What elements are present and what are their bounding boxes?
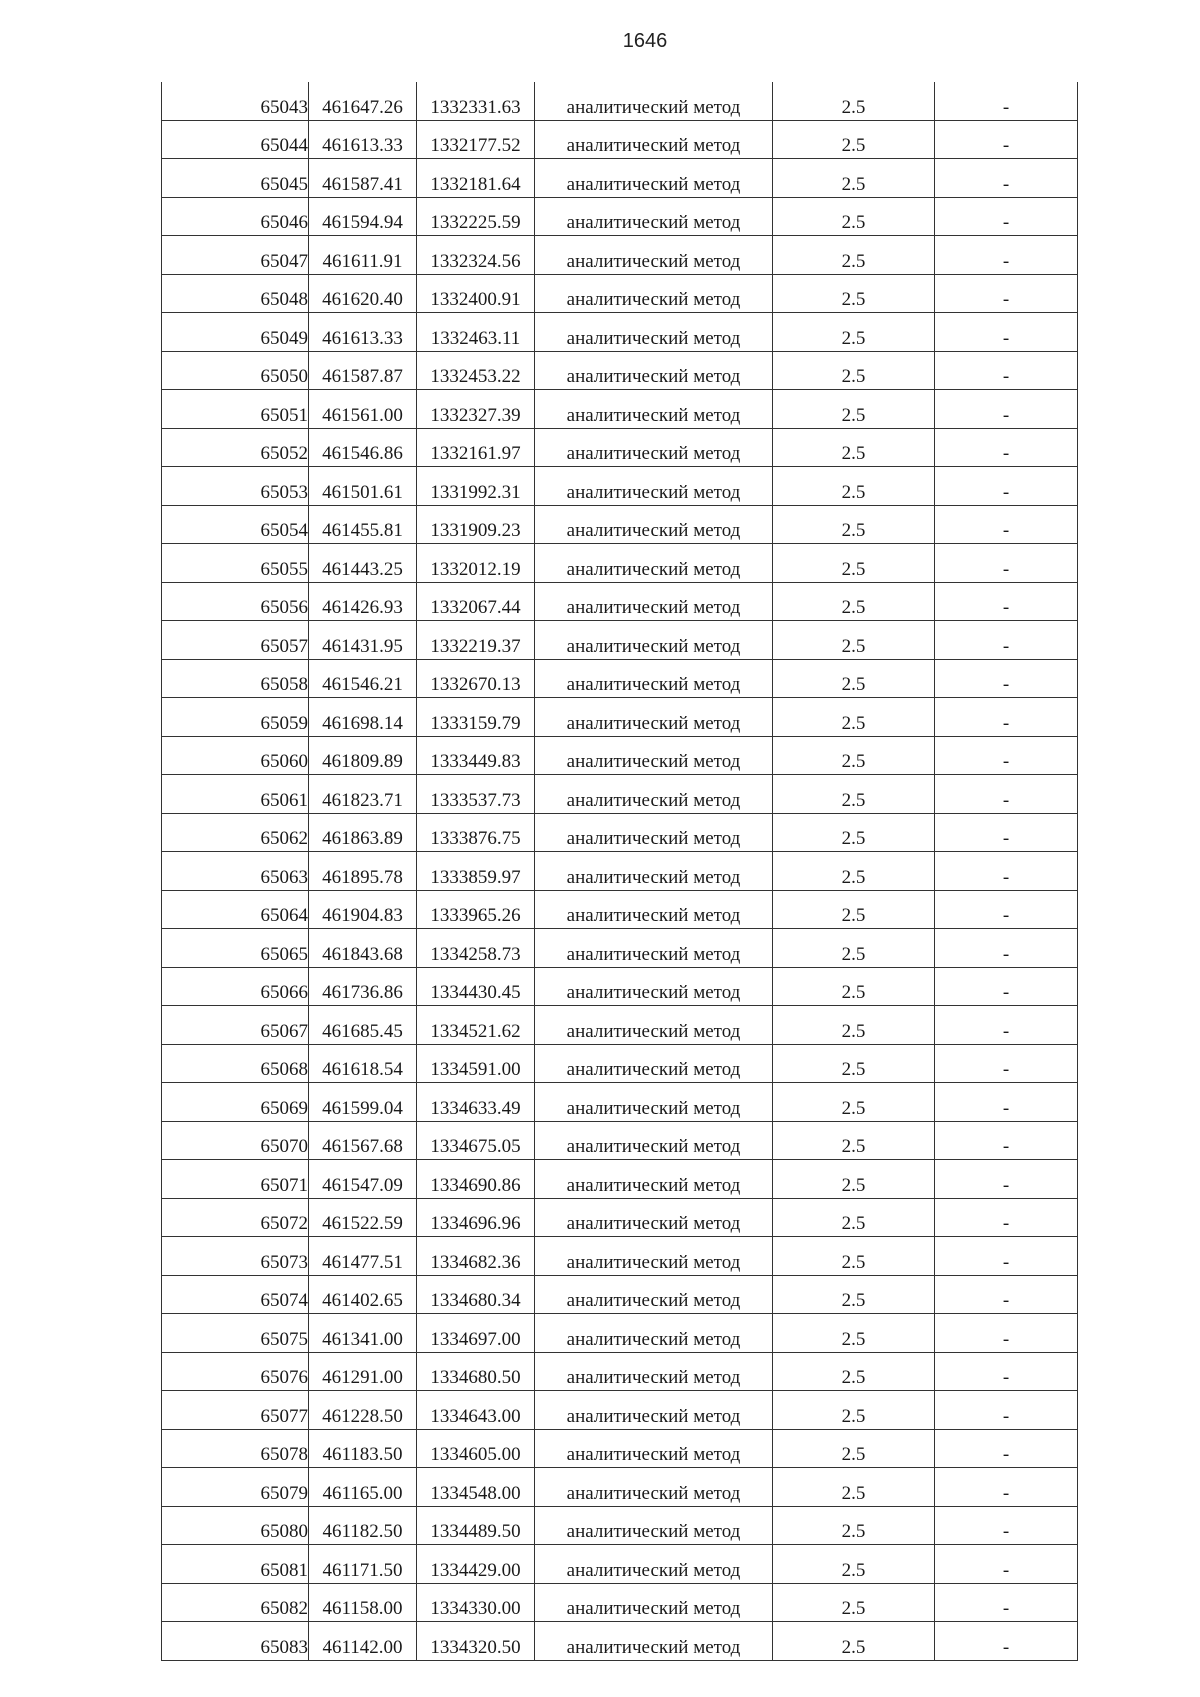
y-coordinate-cell: 1332225.59: [417, 197, 535, 236]
accuracy-cell: 2.5: [773, 390, 935, 429]
y-coordinate-cell: 1334320.50: [417, 1622, 535, 1661]
x-coordinate-cell: 461477.51: [309, 1237, 417, 1276]
method-cell: аналитический метод: [535, 1237, 773, 1276]
point-number-cell: 65072: [162, 1198, 309, 1237]
y-coordinate-cell: 1334696.96: [417, 1198, 535, 1237]
table-row: [162, 197, 1078, 236]
note-cell: -: [935, 197, 1078, 236]
note-cell: -: [935, 505, 1078, 544]
method-cell: аналитический метод: [535, 813, 773, 852]
method-cell: аналитический метод: [535, 1622, 773, 1661]
table-row: [162, 313, 1078, 352]
table-row: [162, 1429, 1078, 1468]
method-cell: аналитический метод: [535, 1506, 773, 1545]
point-number-cell: 65082: [162, 1583, 309, 1622]
point-number-cell: 65077: [162, 1391, 309, 1430]
method-cell: аналитический метод: [535, 159, 773, 198]
note-cell: -: [935, 1429, 1078, 1468]
note-cell: -: [935, 1352, 1078, 1391]
point-number-cell: 65043: [162, 82, 309, 120]
table-row: [162, 390, 1078, 429]
method-cell: аналитический метод: [535, 1006, 773, 1045]
point-number-cell: 65063: [162, 852, 309, 891]
point-number-cell: 65048: [162, 274, 309, 313]
method-cell: аналитический метод: [535, 1198, 773, 1237]
accuracy-cell: 2.5: [773, 505, 935, 544]
y-coordinate-cell: 1332012.19: [417, 544, 535, 583]
y-coordinate-cell: 1334605.00: [417, 1429, 535, 1468]
x-coordinate-cell: 461171.50: [309, 1545, 417, 1584]
note-cell: -: [935, 390, 1078, 429]
x-coordinate-cell: 461904.83: [309, 890, 417, 929]
point-number-cell: 65062: [162, 813, 309, 852]
x-coordinate-cell: 461547.09: [309, 1160, 417, 1199]
point-number-cell: 65051: [162, 390, 309, 429]
accuracy-cell: 2.5: [773, 313, 935, 352]
method-cell: аналитический метод: [535, 1121, 773, 1160]
y-coordinate-cell: 1334548.00: [417, 1468, 535, 1507]
x-coordinate-cell: 461620.40: [309, 274, 417, 313]
x-coordinate-cell: 461587.41: [309, 159, 417, 198]
accuracy-cell: 2.5: [773, 1545, 935, 1584]
note-cell: -: [935, 1583, 1078, 1622]
coordinates-table: [161, 82, 1078, 1661]
accuracy-cell: 2.5: [773, 428, 935, 467]
method-cell: аналитический метод: [535, 1352, 773, 1391]
y-coordinate-cell: 1333159.79: [417, 698, 535, 737]
note-cell: -: [935, 351, 1078, 390]
point-number-cell: 65069: [162, 1083, 309, 1122]
note-cell: -: [935, 890, 1078, 929]
point-number-cell: 65055: [162, 544, 309, 583]
note-cell: -: [935, 1044, 1078, 1083]
table-row: [162, 621, 1078, 660]
y-coordinate-cell: 1334680.34: [417, 1275, 535, 1314]
accuracy-cell: 2.5: [773, 1506, 935, 1545]
method-cell: аналитический метод: [535, 1545, 773, 1584]
point-number-cell: 65076: [162, 1352, 309, 1391]
x-coordinate-cell: 461594.94: [309, 197, 417, 236]
x-coordinate-cell: 461587.87: [309, 351, 417, 390]
y-coordinate-cell: 1334643.00: [417, 1391, 535, 1430]
y-coordinate-cell: 1334697.00: [417, 1314, 535, 1353]
note-cell: -: [935, 967, 1078, 1006]
note-cell: -: [935, 929, 1078, 968]
x-coordinate-cell: 461843.68: [309, 929, 417, 968]
point-number-cell: 65056: [162, 582, 309, 621]
table-row: [162, 1391, 1078, 1430]
note-cell: -: [935, 659, 1078, 698]
accuracy-cell: 2.5: [773, 351, 935, 390]
note-cell: -: [935, 274, 1078, 313]
accuracy-cell: 2.5: [773, 274, 935, 313]
x-coordinate-cell: 461823.71: [309, 775, 417, 814]
table-row: [162, 467, 1078, 506]
note-cell: -: [935, 82, 1078, 120]
x-coordinate-cell: 461546.86: [309, 428, 417, 467]
accuracy-cell: 2.5: [773, 1352, 935, 1391]
method-cell: аналитический метод: [535, 1314, 773, 1353]
y-coordinate-cell: 1333537.73: [417, 775, 535, 814]
point-number-cell: 65070: [162, 1121, 309, 1160]
table-row: [162, 82, 1078, 120]
method-cell: аналитический метод: [535, 736, 773, 775]
method-cell: аналитический метод: [535, 1391, 773, 1430]
y-coordinate-cell: 1333859.97: [417, 852, 535, 891]
accuracy-cell: 2.5: [773, 659, 935, 698]
method-cell: аналитический метод: [535, 351, 773, 390]
accuracy-cell: 2.5: [773, 236, 935, 275]
y-coordinate-cell: 1333876.75: [417, 813, 535, 852]
note-cell: -: [935, 120, 1078, 159]
note-cell: -: [935, 1622, 1078, 1661]
method-cell: аналитический метод: [535, 582, 773, 621]
method-cell: аналитический метод: [535, 274, 773, 313]
accuracy-cell: 2.5: [773, 698, 935, 737]
table-row: [162, 698, 1078, 737]
point-number-cell: 65045: [162, 159, 309, 198]
point-number-cell: 65079: [162, 1468, 309, 1507]
table-row: [162, 1468, 1078, 1507]
y-coordinate-cell: 1334430.45: [417, 967, 535, 1006]
accuracy-cell: 2.5: [773, 1044, 935, 1083]
method-cell: аналитический метод: [535, 82, 773, 120]
method-cell: аналитический метод: [535, 313, 773, 352]
x-coordinate-cell: 461736.86: [309, 967, 417, 1006]
y-coordinate-cell: 1333965.26: [417, 890, 535, 929]
x-coordinate-cell: 461431.95: [309, 621, 417, 660]
accuracy-cell: 2.5: [773, 82, 935, 120]
table-row: [162, 544, 1078, 583]
note-cell: -: [935, 582, 1078, 621]
note-cell: -: [935, 775, 1078, 814]
note-cell: -: [935, 1237, 1078, 1276]
y-coordinate-cell: 1332327.39: [417, 390, 535, 429]
point-number-cell: 65075: [162, 1314, 309, 1353]
y-coordinate-cell: 1334682.36: [417, 1237, 535, 1276]
y-coordinate-cell: 1334680.50: [417, 1352, 535, 1391]
note-cell: -: [935, 1275, 1078, 1314]
note-cell: -: [935, 1160, 1078, 1199]
accuracy-cell: 2.5: [773, 1583, 935, 1622]
point-number-cell: 65060: [162, 736, 309, 775]
accuracy-cell: 2.5: [773, 736, 935, 775]
accuracy-cell: 2.5: [773, 775, 935, 814]
y-coordinate-cell: 1332177.52: [417, 120, 535, 159]
method-cell: аналитический метод: [535, 197, 773, 236]
accuracy-cell: 2.5: [773, 1237, 935, 1276]
table-row: [162, 351, 1078, 390]
y-coordinate-cell: 1332670.13: [417, 659, 535, 698]
table-row: [162, 428, 1078, 467]
y-coordinate-cell: 1334521.62: [417, 1006, 535, 1045]
note-cell: -: [935, 1391, 1078, 1430]
y-coordinate-cell: 1331909.23: [417, 505, 535, 544]
accuracy-cell: 2.5: [773, 1468, 935, 1507]
point-number-cell: 65064: [162, 890, 309, 929]
note-cell: -: [935, 698, 1078, 737]
accuracy-cell: 2.5: [773, 967, 935, 1006]
accuracy-cell: 2.5: [773, 890, 935, 929]
x-coordinate-cell: 461341.00: [309, 1314, 417, 1353]
note-cell: -: [935, 813, 1078, 852]
accuracy-cell: 2.5: [773, 1083, 935, 1122]
accuracy-cell: 2.5: [773, 813, 935, 852]
accuracy-cell: 2.5: [773, 1314, 935, 1353]
y-coordinate-cell: 1334591.00: [417, 1044, 535, 1083]
note-cell: -: [935, 1314, 1078, 1353]
point-number-cell: 65057: [162, 621, 309, 660]
point-number-cell: 65049: [162, 313, 309, 352]
point-number-cell: 65054: [162, 505, 309, 544]
page-number: 1646: [622, 30, 668, 52]
point-number-cell: 65059: [162, 698, 309, 737]
x-coordinate-cell: 461895.78: [309, 852, 417, 891]
x-coordinate-cell: 461611.91: [309, 236, 417, 275]
point-number-cell: 65052: [162, 428, 309, 467]
accuracy-cell: 2.5: [773, 1275, 935, 1314]
accuracy-cell: 2.5: [773, 1622, 935, 1661]
x-coordinate-cell: 461142.00: [309, 1622, 417, 1661]
method-cell: аналитический метод: [535, 929, 773, 968]
note-cell: -: [935, 1083, 1078, 1122]
method-cell: аналитический метод: [535, 621, 773, 660]
table-row: [162, 736, 1078, 775]
x-coordinate-cell: 461809.89: [309, 736, 417, 775]
method-cell: аналитический метод: [535, 890, 773, 929]
y-coordinate-cell: 1332161.97: [417, 428, 535, 467]
method-cell: аналитический метод: [535, 467, 773, 506]
note-cell: -: [935, 1006, 1078, 1045]
table-row: [162, 1275, 1078, 1314]
x-coordinate-cell: 461698.14: [309, 698, 417, 737]
note-cell: -: [935, 313, 1078, 352]
table-row: [162, 813, 1078, 852]
x-coordinate-cell: 461158.00: [309, 1583, 417, 1622]
table-row: [162, 1352, 1078, 1391]
table-row: [162, 120, 1078, 159]
accuracy-cell: 2.5: [773, 582, 935, 621]
x-coordinate-cell: 461183.50: [309, 1429, 417, 1468]
point-number-cell: 65067: [162, 1006, 309, 1045]
method-cell: аналитический метод: [535, 1583, 773, 1622]
table-row: [162, 890, 1078, 929]
note-cell: -: [935, 1545, 1078, 1584]
point-number-cell: 65053: [162, 467, 309, 506]
table-row: [162, 852, 1078, 891]
note-cell: -: [935, 236, 1078, 275]
y-coordinate-cell: 1332219.37: [417, 621, 535, 660]
y-coordinate-cell: 1334690.86: [417, 1160, 535, 1199]
note-cell: -: [935, 159, 1078, 198]
note-cell: -: [935, 467, 1078, 506]
x-coordinate-cell: 461291.00: [309, 1352, 417, 1391]
point-number-cell: 65068: [162, 1044, 309, 1083]
table-row: [162, 582, 1078, 621]
method-cell: аналитический метод: [535, 1429, 773, 1468]
point-number-cell: 65065: [162, 929, 309, 968]
x-coordinate-cell: 461455.81: [309, 505, 417, 544]
method-cell: аналитический метод: [535, 698, 773, 737]
table-row: [162, 274, 1078, 313]
accuracy-cell: 2.5: [773, 467, 935, 506]
note-cell: -: [935, 736, 1078, 775]
table-row: [162, 1237, 1078, 1276]
table-row: [162, 1044, 1078, 1083]
x-coordinate-cell: 461863.89: [309, 813, 417, 852]
x-coordinate-cell: 461402.65: [309, 1275, 417, 1314]
y-coordinate-cell: 1332400.91: [417, 274, 535, 313]
x-coordinate-cell: 461613.33: [309, 120, 417, 159]
point-number-cell: 65074: [162, 1275, 309, 1314]
y-coordinate-cell: 1331992.31: [417, 467, 535, 506]
table-row: [162, 159, 1078, 198]
x-coordinate-cell: 461613.33: [309, 313, 417, 352]
method-cell: аналитический метод: [535, 120, 773, 159]
note-cell: -: [935, 621, 1078, 660]
table-row: [162, 967, 1078, 1006]
table-row: [162, 775, 1078, 814]
x-coordinate-cell: 461165.00: [309, 1468, 417, 1507]
point-number-cell: 65044: [162, 120, 309, 159]
method-cell: аналитический метод: [535, 1468, 773, 1507]
table-row: [162, 1083, 1078, 1122]
y-coordinate-cell: 1334675.05: [417, 1121, 535, 1160]
note-cell: -: [935, 1506, 1078, 1545]
y-coordinate-cell: 1332463.11: [417, 313, 535, 352]
table-row: [162, 1160, 1078, 1199]
table-row: [162, 1622, 1078, 1661]
x-coordinate-cell: 461567.68: [309, 1121, 417, 1160]
table-row: [162, 236, 1078, 275]
x-coordinate-cell: 461685.45: [309, 1006, 417, 1045]
note-cell: -: [935, 428, 1078, 467]
method-cell: аналитический метод: [535, 967, 773, 1006]
table-row: [162, 1006, 1078, 1045]
note-cell: -: [935, 1121, 1078, 1160]
accuracy-cell: 2.5: [773, 1006, 935, 1045]
note-cell: -: [935, 1198, 1078, 1237]
accuracy-cell: 2.5: [773, 197, 935, 236]
method-cell: аналитический метод: [535, 1083, 773, 1122]
x-coordinate-cell: 461182.50: [309, 1506, 417, 1545]
y-coordinate-cell: 1333449.83: [417, 736, 535, 775]
method-cell: аналитический метод: [535, 505, 773, 544]
x-coordinate-cell: 461647.26: [309, 82, 417, 120]
method-cell: аналитический метод: [535, 428, 773, 467]
point-number-cell: 65073: [162, 1237, 309, 1276]
table-row: [162, 1314, 1078, 1353]
accuracy-cell: 2.5: [773, 1198, 935, 1237]
x-coordinate-cell: 461228.50: [309, 1391, 417, 1430]
y-coordinate-cell: 1334258.73: [417, 929, 535, 968]
x-coordinate-cell: 461546.21: [309, 659, 417, 698]
y-coordinate-cell: 1332324.56: [417, 236, 535, 275]
point-number-cell: 65081: [162, 1545, 309, 1584]
accuracy-cell: 2.5: [773, 159, 935, 198]
accuracy-cell: 2.5: [773, 1391, 935, 1430]
y-coordinate-cell: 1334489.50: [417, 1506, 535, 1545]
x-coordinate-cell: 461501.61: [309, 467, 417, 506]
table-row: [162, 659, 1078, 698]
point-number-cell: 65083: [162, 1622, 309, 1661]
point-number-cell: 65078: [162, 1429, 309, 1468]
method-cell: аналитический метод: [535, 852, 773, 891]
coordinates-table-body: [162, 82, 1078, 1660]
y-coordinate-cell: 1334429.00: [417, 1545, 535, 1584]
note-cell: -: [935, 544, 1078, 583]
x-coordinate-cell: 461443.25: [309, 544, 417, 583]
method-cell: аналитический метод: [535, 544, 773, 583]
x-coordinate-cell: 461618.54: [309, 1044, 417, 1083]
point-number-cell: 65047: [162, 236, 309, 275]
point-number-cell: 65046: [162, 197, 309, 236]
point-number-cell: 65058: [162, 659, 309, 698]
table-row: [162, 1583, 1078, 1622]
table-row: [162, 1121, 1078, 1160]
y-coordinate-cell: 1334330.00: [417, 1583, 535, 1622]
accuracy-cell: 2.5: [773, 852, 935, 891]
point-number-cell: 65080: [162, 1506, 309, 1545]
table-row: [162, 505, 1078, 544]
method-cell: аналитический метод: [535, 775, 773, 814]
table-row: [162, 929, 1078, 968]
y-coordinate-cell: 1332453.22: [417, 351, 535, 390]
accuracy-cell: 2.5: [773, 621, 935, 660]
method-cell: аналитический метод: [535, 1275, 773, 1314]
y-coordinate-cell: 1332067.44: [417, 582, 535, 621]
method-cell: аналитический метод: [535, 1044, 773, 1083]
method-cell: аналитический метод: [535, 1160, 773, 1199]
accuracy-cell: 2.5: [773, 929, 935, 968]
accuracy-cell: 2.5: [773, 1429, 935, 1468]
accuracy-cell: 2.5: [773, 1121, 935, 1160]
table-row: [162, 1545, 1078, 1584]
method-cell: аналитический метод: [535, 659, 773, 698]
y-coordinate-cell: 1334633.49: [417, 1083, 535, 1122]
x-coordinate-cell: 461561.00: [309, 390, 417, 429]
method-cell: аналитический метод: [535, 236, 773, 275]
point-number-cell: 65061: [162, 775, 309, 814]
note-cell: -: [935, 852, 1078, 891]
point-number-cell: 65071: [162, 1160, 309, 1199]
x-coordinate-cell: 461426.93: [309, 582, 417, 621]
x-coordinate-cell: 461599.04: [309, 1083, 417, 1122]
table-row: [162, 1506, 1078, 1545]
x-coordinate-cell: 461522.59: [309, 1198, 417, 1237]
point-number-cell: 65050: [162, 351, 309, 390]
method-cell: аналитический метод: [535, 390, 773, 429]
point-number-cell: 65066: [162, 967, 309, 1006]
note-cell: -: [935, 1468, 1078, 1507]
accuracy-cell: 2.5: [773, 544, 935, 583]
y-coordinate-cell: 1332331.63: [417, 82, 535, 120]
accuracy-cell: 2.5: [773, 120, 935, 159]
y-coordinate-cell: 1332181.64: [417, 159, 535, 198]
accuracy-cell: 2.5: [773, 1160, 935, 1199]
table-row: [162, 1198, 1078, 1237]
